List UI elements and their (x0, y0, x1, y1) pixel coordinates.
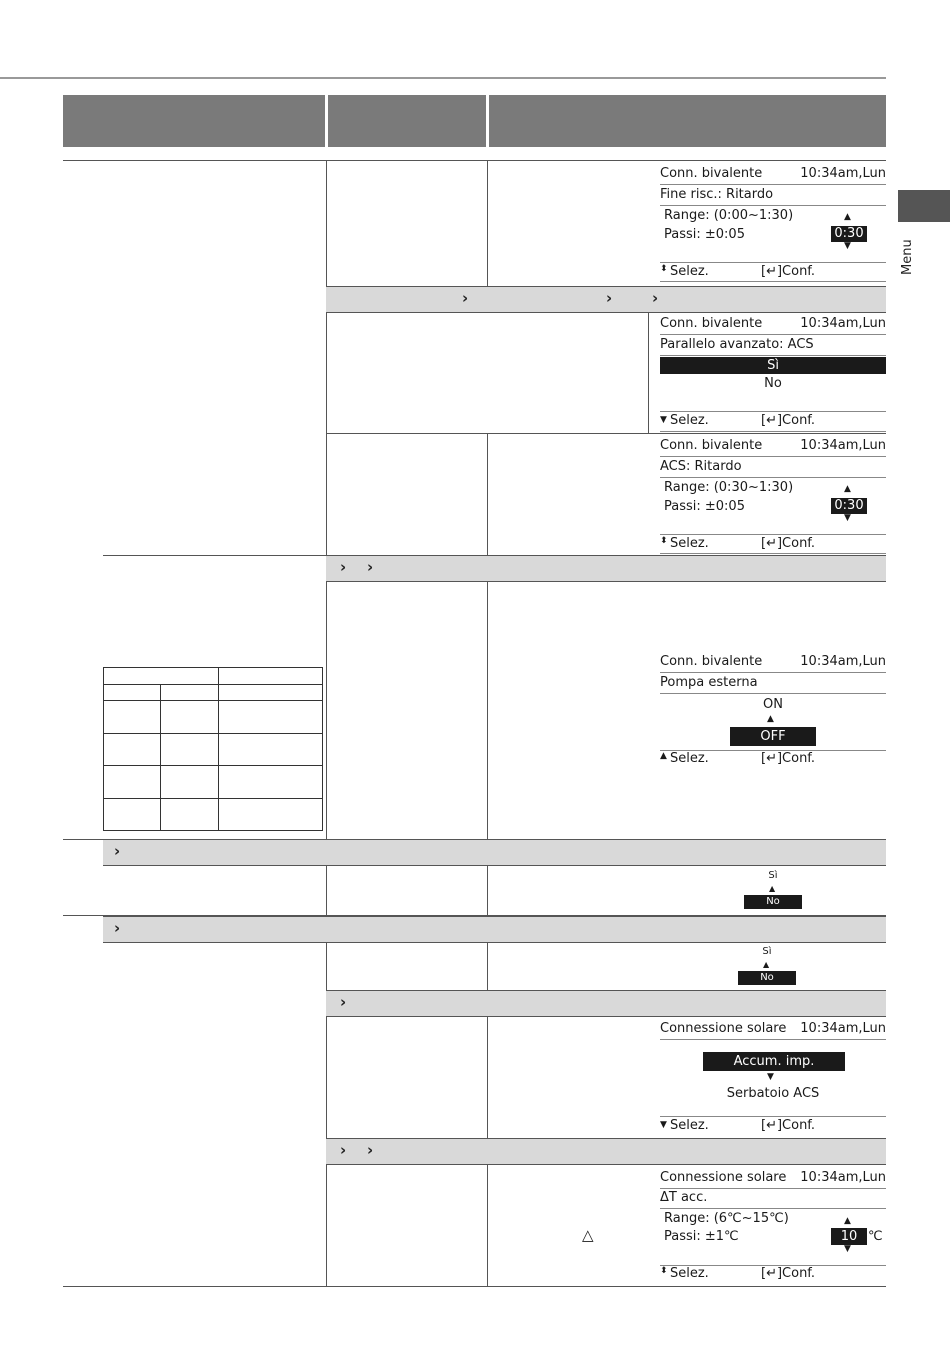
selected-option: No (738, 971, 796, 985)
section-bar (103, 916, 886, 943)
option-si: Sì (762, 946, 772, 957)
arrow-down-icon: ▼ (660, 1120, 667, 1130)
lcd-screen-1 (660, 166, 886, 280)
option-on: ON (763, 697, 783, 712)
screen-range: Range: (0:00~1:30) (664, 208, 794, 223)
chevron-right-icon: › (340, 1141, 347, 1159)
screen-subtitle: Pompa esterna (660, 675, 758, 690)
lcd-screen-2 (660, 316, 886, 430)
footer-confirm: [↵]Conf. (761, 413, 816, 428)
header-divider (325, 95, 328, 147)
column-divider (648, 312, 649, 433)
arrow-up-icon: ▲ (844, 212, 851, 222)
side-tab (898, 190, 950, 222)
column-divider (487, 160, 488, 286)
screen-title: Connessione solare (660, 1170, 787, 1185)
chevron-right-icon: › (462, 289, 469, 307)
header-divider (486, 95, 489, 147)
screen-title: Conn. bivalente (660, 316, 763, 331)
screen-title: Conn. bivalente (660, 654, 763, 669)
lcd-screen-8 (660, 1170, 886, 1284)
option-acs-tank: Serbatoio ACS (726, 1086, 820, 1101)
screen-title: Conn. bivalente (660, 438, 763, 453)
chevron-right-icon: › (340, 558, 347, 576)
table-header (63, 95, 886, 147)
section-bar (103, 839, 886, 866)
screen-time: 10:34am,Lun (800, 166, 886, 181)
arrow-down-icon: ▼ (660, 415, 667, 425)
column-divider (487, 1016, 488, 1138)
screen-title: Connessione solare (660, 1021, 787, 1036)
arrow-up-icon: ▲ (844, 484, 851, 494)
value-box: 0:30 (831, 498, 867, 514)
unit-label: ℃ (868, 1229, 883, 1244)
column-divider (487, 865, 488, 916)
small-table (103, 667, 323, 831)
footer-select: Selez. (670, 751, 709, 766)
screen-range: Range: (0:30~1:30) (664, 480, 794, 495)
screen-time: 10:34am,Lun (800, 438, 886, 453)
footer-confirm: [↵]Conf. (761, 1118, 816, 1133)
chevron-right-icon: › (367, 1141, 374, 1159)
value-box: 0:30 (831, 226, 867, 242)
row-divider (326, 433, 886, 434)
selected-option: Accum. imp. (703, 1052, 845, 1071)
screen-time: 10:34am,Lun (800, 1021, 886, 1036)
value-box: 10 (831, 1228, 867, 1245)
option-si: Sì (768, 870, 778, 881)
arrow-up-icon: ▲ (767, 714, 774, 724)
chevron-right-icon: › (114, 842, 121, 860)
selected-option: OFF (730, 727, 816, 746)
column-divider (326, 160, 327, 840)
screen-subtitle: Fine risc.: Ritardo (660, 187, 774, 202)
up-down-icon: ⬍ (660, 264, 668, 274)
footer-confirm: [↵]Conf. (761, 264, 816, 279)
arrow-up-icon: ▲ (660, 751, 667, 761)
arrow-up-icon: ▲ (763, 960, 770, 969)
footer-select: Selez. (670, 264, 709, 279)
arrow-down-icon: ▼ (844, 1244, 851, 1254)
chevron-right-icon: › (367, 558, 374, 576)
column-divider (487, 433, 488, 555)
up-down-icon: ⬍ (660, 1266, 668, 1276)
selected-option: No (744, 895, 802, 909)
option-no: No (764, 376, 782, 391)
column-divider (326, 865, 327, 916)
lcd-toggle-2 (734, 946, 800, 988)
footer-select: Selez. (670, 536, 709, 551)
delta-symbol: △ (582, 1226, 594, 1244)
screen-steps: Passi: ±0:05 (664, 499, 745, 514)
chevron-right-icon: › (340, 993, 347, 1011)
lcd-screen-7 (660, 1021, 886, 1135)
lcd-screen-4 (660, 654, 886, 768)
screen-time: 10:34am,Lun (800, 316, 886, 331)
arrow-down-icon: ▼ (767, 1072, 774, 1082)
selected-option: Sì (660, 357, 886, 374)
section-bar (326, 990, 886, 1017)
footer-select: Selez. (670, 1266, 709, 1281)
screen-steps: Passi: ±0:05 (664, 227, 745, 242)
chevron-right-icon: › (652, 289, 659, 307)
up-down-icon: ⬍ (660, 536, 668, 546)
footer-select: Selez. (670, 413, 709, 428)
column-divider (487, 581, 488, 840)
arrow-up-icon: ▲ (844, 1216, 851, 1226)
footer-confirm: [↵]Conf. (761, 751, 816, 766)
section-bar (326, 1138, 886, 1165)
chevron-right-icon: › (114, 919, 121, 937)
row-divider (63, 160, 886, 161)
footer-confirm: [↵]Conf. (761, 1266, 816, 1281)
footer-select: Selez. (670, 1118, 709, 1133)
top-rule (0, 77, 886, 79)
lcd-screen-3 (660, 438, 886, 552)
side-tab-label: Menu (900, 239, 915, 275)
arrow-down-icon: ▼ (844, 241, 851, 251)
chevron-right-icon: › (606, 289, 613, 307)
arrow-down-icon: ▼ (844, 513, 851, 523)
screen-subtitle: ΔT acc. (660, 1190, 708, 1205)
lcd-toggle-1 (740, 870, 806, 912)
footer-confirm: [↵]Conf. (761, 536, 816, 551)
screen-time: 10:34am,Lun (800, 1170, 886, 1185)
screen-range: Range: (6℃~15℃) (664, 1211, 789, 1226)
section-bar (326, 555, 886, 582)
screen-title: Conn. bivalente (660, 166, 763, 181)
screen-subtitle: ACS: Ritardo (660, 459, 742, 474)
row-divider (103, 555, 326, 556)
column-divider (487, 1164, 488, 1286)
column-divider (487, 942, 488, 990)
screen-subtitle: Parallelo avanzato: ACS (660, 337, 814, 352)
screen-steps: Passi: ±1℃ (664, 1229, 739, 1244)
screen-time: 10:34am,Lun (800, 654, 886, 669)
row-divider (63, 1286, 886, 1287)
arrow-up-icon: ▲ (769, 884, 776, 893)
